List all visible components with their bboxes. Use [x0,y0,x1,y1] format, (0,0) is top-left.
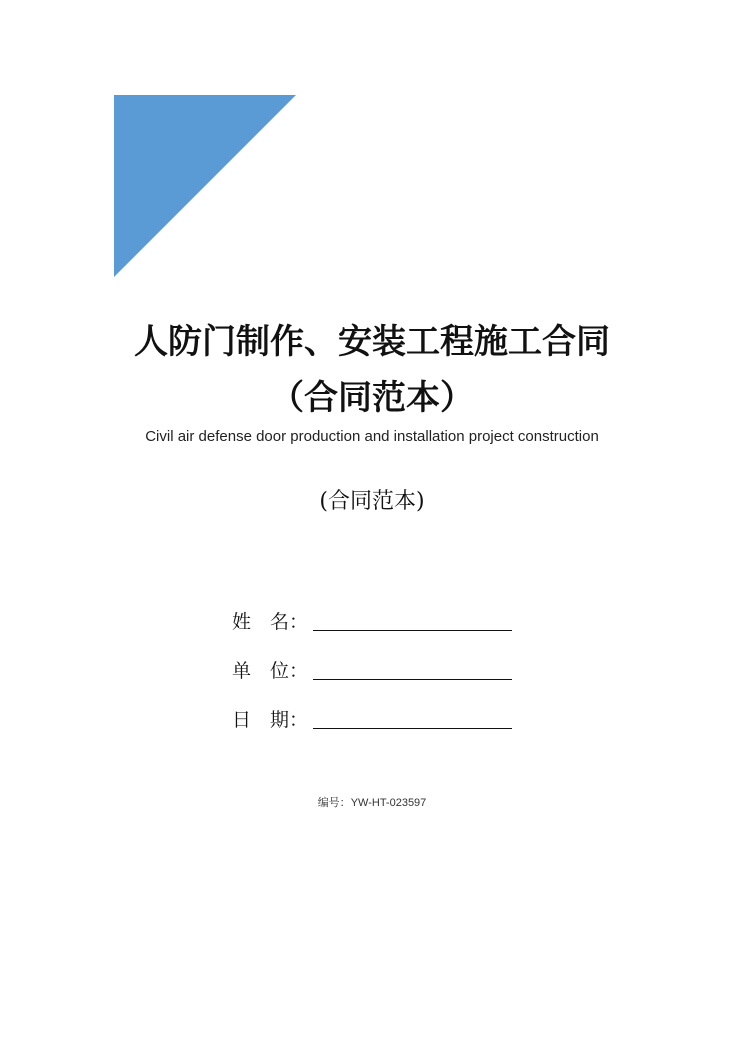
name-field-line[interactable] [313,630,512,631]
date-field-line[interactable] [313,728,512,729]
document-number [0,794,744,810]
unit-field-row [232,653,522,683]
title-line-2: （合同范本） [270,378,474,418]
name-field-label: 姓 名： [232,611,309,633]
contract-template-subtitle: (合同范本) [319,489,425,514]
corner-triangle-shape [114,95,296,277]
date-field-row [232,702,522,732]
document-number-label: 编号： [317,797,351,809]
date-field-label: 日 期： [232,709,309,731]
document-title [0,314,744,418]
corner-triangle-decoration [114,95,296,277]
english-subtitle: Civil air defense door production and installation project construction [145,428,599,445]
name-field-row [232,604,522,634]
title-line-1: 人防门制作、安装工程施工合同 [134,322,610,362]
unit-field-label: 单 位： [232,660,309,682]
unit-field-line[interactable] [313,679,512,680]
document-number-value: YW-HT-023597 [350,797,427,809]
